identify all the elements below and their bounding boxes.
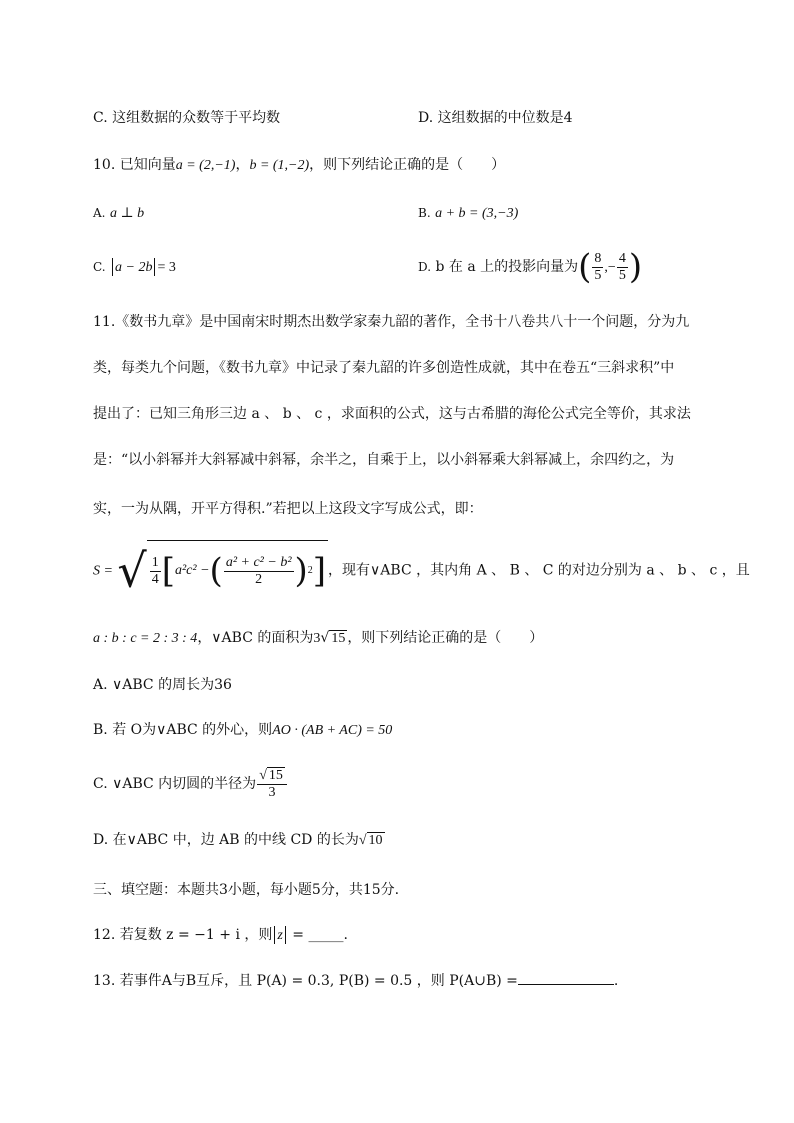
- frac-num: √ 15: [257, 768, 287, 785]
- q11-option-d-sqrt: 10: [368, 833, 383, 848]
- q10-option-c-eq: = 3: [157, 260, 176, 275]
- paren-right: ): [628, 247, 643, 287]
- q12-text-pre: 12. 若复数 z = −1 + i ，则: [93, 927, 273, 943]
- q11-option-b-expr: AO · (AB + AC) = 50: [272, 723, 393, 738]
- q12: [93, 925, 348, 946]
- q13-end: .: [613, 973, 619, 989]
- q13: [93, 971, 618, 991]
- q10-stem-pre: 已知向量: [119, 157, 176, 173]
- q11-line-1-text: 《数书九章》是中国南宋时期杰出数学家秦九韶的著作，全书十八卷共八十一个问题，分为九: [115, 314, 690, 330]
- q10-stem: [93, 155, 505, 176]
- q11-line-4: 是：“以小斜幂并大斜幂减中斜幂，余半之，自乘于上，以小斜幂乘大斜幂减上，余四约之，为: [93, 452, 675, 468]
- q12-abs: z: [277, 928, 283, 943]
- q10-option-c-expr: a − 2b: [115, 260, 153, 275]
- frac-num: 8: [594, 250, 602, 266]
- q11-line-2: 类，每类九个问题，《数书九章》中记录了秦九韶的许多创造性成就，其中在卷五“三斜求积”中: [93, 360, 675, 376]
- section-heading: 三、填空题：本题共3小题，每小题5分，共15分.: [93, 882, 400, 898]
- abs-bar-right: [285, 926, 286, 944]
- q11-formula: [93, 540, 750, 604]
- frac-num: a² + c² − b²: [225, 554, 292, 570]
- q10-option-b: [418, 203, 518, 224]
- q11-option-b-text: B. 若 O为∨ABC 的外心，则: [93, 722, 273, 738]
- q11-line-3: 提出了：已知三角形三边 a 、 b 、 c ，求面积的公式，这与古希腊的海伦公式完全等价，其求法: [93, 406, 691, 422]
- abs-bar-right: [154, 258, 155, 276]
- q10-stem-post: ，则下列结论正确的是（ ）: [309, 157, 506, 173]
- q13-text-pre: 13. 若事件A与B互斥，且 P(A) = 0.3, P(B) = 0.5 ，则 P(A∪B) =: [93, 973, 518, 989]
- sqrt-symbol: √: [320, 630, 330, 646]
- q9-option-c: C. 这组数据的众数等于平均数: [93, 110, 281, 126]
- q10-number: 10.: [93, 157, 116, 173]
- abs-bar-left: [112, 258, 113, 276]
- frac-den: 2: [255, 571, 263, 587]
- q11-option-d-text: D. 在∨ABC 中，边 AB 的中线 CD 的长为: [93, 832, 359, 848]
- q11-ratio-line: [93, 628, 543, 649]
- q11-number: 11.: [93, 314, 116, 330]
- ratio-post-1: ，∨ABC 的面积为: [197, 630, 314, 646]
- bracket-right: ]: [312, 551, 327, 591]
- q10-option-d-label: D.: [418, 260, 432, 274]
- fraction-4-5: [617, 251, 628, 284]
- paren-left: (: [209, 551, 223, 591]
- q11-line-5: 实，一为从隅，开平方得积.”若把以上这段文字写成公式，即：: [93, 501, 483, 517]
- fraction-sqrt15-3: [257, 768, 287, 801]
- q12-text-post: = _____.: [287, 927, 348, 943]
- frac-den: 5: [618, 267, 626, 283]
- sqrt-symbol: √: [358, 833, 367, 848]
- area-sqrt: 15: [331, 631, 346, 646]
- bracket-left: [: [161, 551, 175, 591]
- q10-vector-b: b = (1,−2): [249, 158, 310, 173]
- q10-option-d: D. b 在 a 上的投影向量为( $\frac{8}{5}$ ,− $\frac{4}{5}$ ): [418, 247, 643, 287]
- sqrt-symbol: √: [117, 543, 147, 598]
- frac-den: 4: [151, 571, 159, 587]
- q11-line-1: [93, 312, 689, 332]
- abs-bar-left: [274, 926, 275, 944]
- q11-option-b: [93, 720, 392, 741]
- q11-option-a: A. ∨ABC 的周长为36: [93, 677, 232, 693]
- frac-den: 3: [268, 784, 276, 800]
- frac-den: 5: [594, 267, 602, 283]
- sqrt-radicand: $\frac{1}{4}$ [ a²c² − ( $\frac{\text{a² + c² − b²}}{2}$ ) 2 ]: [147, 540, 328, 601]
- fraction-8-5: [592, 251, 603, 284]
- fraction-1-4: [150, 555, 161, 588]
- q11-option-d: [93, 830, 385, 851]
- frac-num: 1: [151, 554, 159, 570]
- q9-option-d: D. 这组数据的中位数是4: [418, 110, 573, 126]
- ratio-post-2: ，则下列结论正确的是（ ）: [347, 630, 544, 646]
- q10-option-b-expr: a + b = (3,−3): [435, 206, 519, 221]
- paren-right: ): [294, 551, 308, 591]
- answer-blank[interactable]: [518, 984, 614, 985]
- formula-ac: a²c² −: [174, 563, 210, 578]
- formula-post-text: ，现有∨ABC ，其内角 A 、 B 、 C 的对边分别为 a 、 b 、 c ，且: [328, 562, 750, 579]
- q10-option-a: [93, 203, 144, 224]
- paren-left: (: [578, 247, 592, 287]
- q11-option-c-text: C. ∨ABC 内切圆的半径为: [93, 776, 257, 792]
- q10-comma: ，: [235, 157, 250, 173]
- q11-option-c: [93, 766, 288, 802]
- formula-s: S =: [93, 563, 113, 579]
- frac-num: 4: [618, 250, 626, 266]
- q10-option-b-label: B.: [418, 206, 431, 220]
- ratio-expr: a : b : c = 2 : 3 : 4: [93, 631, 198, 646]
- q10-option-c: [93, 257, 176, 278]
- fraction-cos: [224, 555, 294, 588]
- q10-option-d-text: b 在 a 上的投影向量为: [435, 259, 579, 275]
- q10-vector-a: a = (2,−1): [175, 158, 236, 173]
- sqrt-radicand: 15: [268, 767, 283, 783]
- q10-option-a-label: A.: [93, 206, 106, 220]
- q10-option-a-expr: a ⊥ b: [109, 206, 145, 221]
- q10-option-c-label: C.: [93, 260, 106, 274]
- area-coef: 3: [313, 631, 321, 646]
